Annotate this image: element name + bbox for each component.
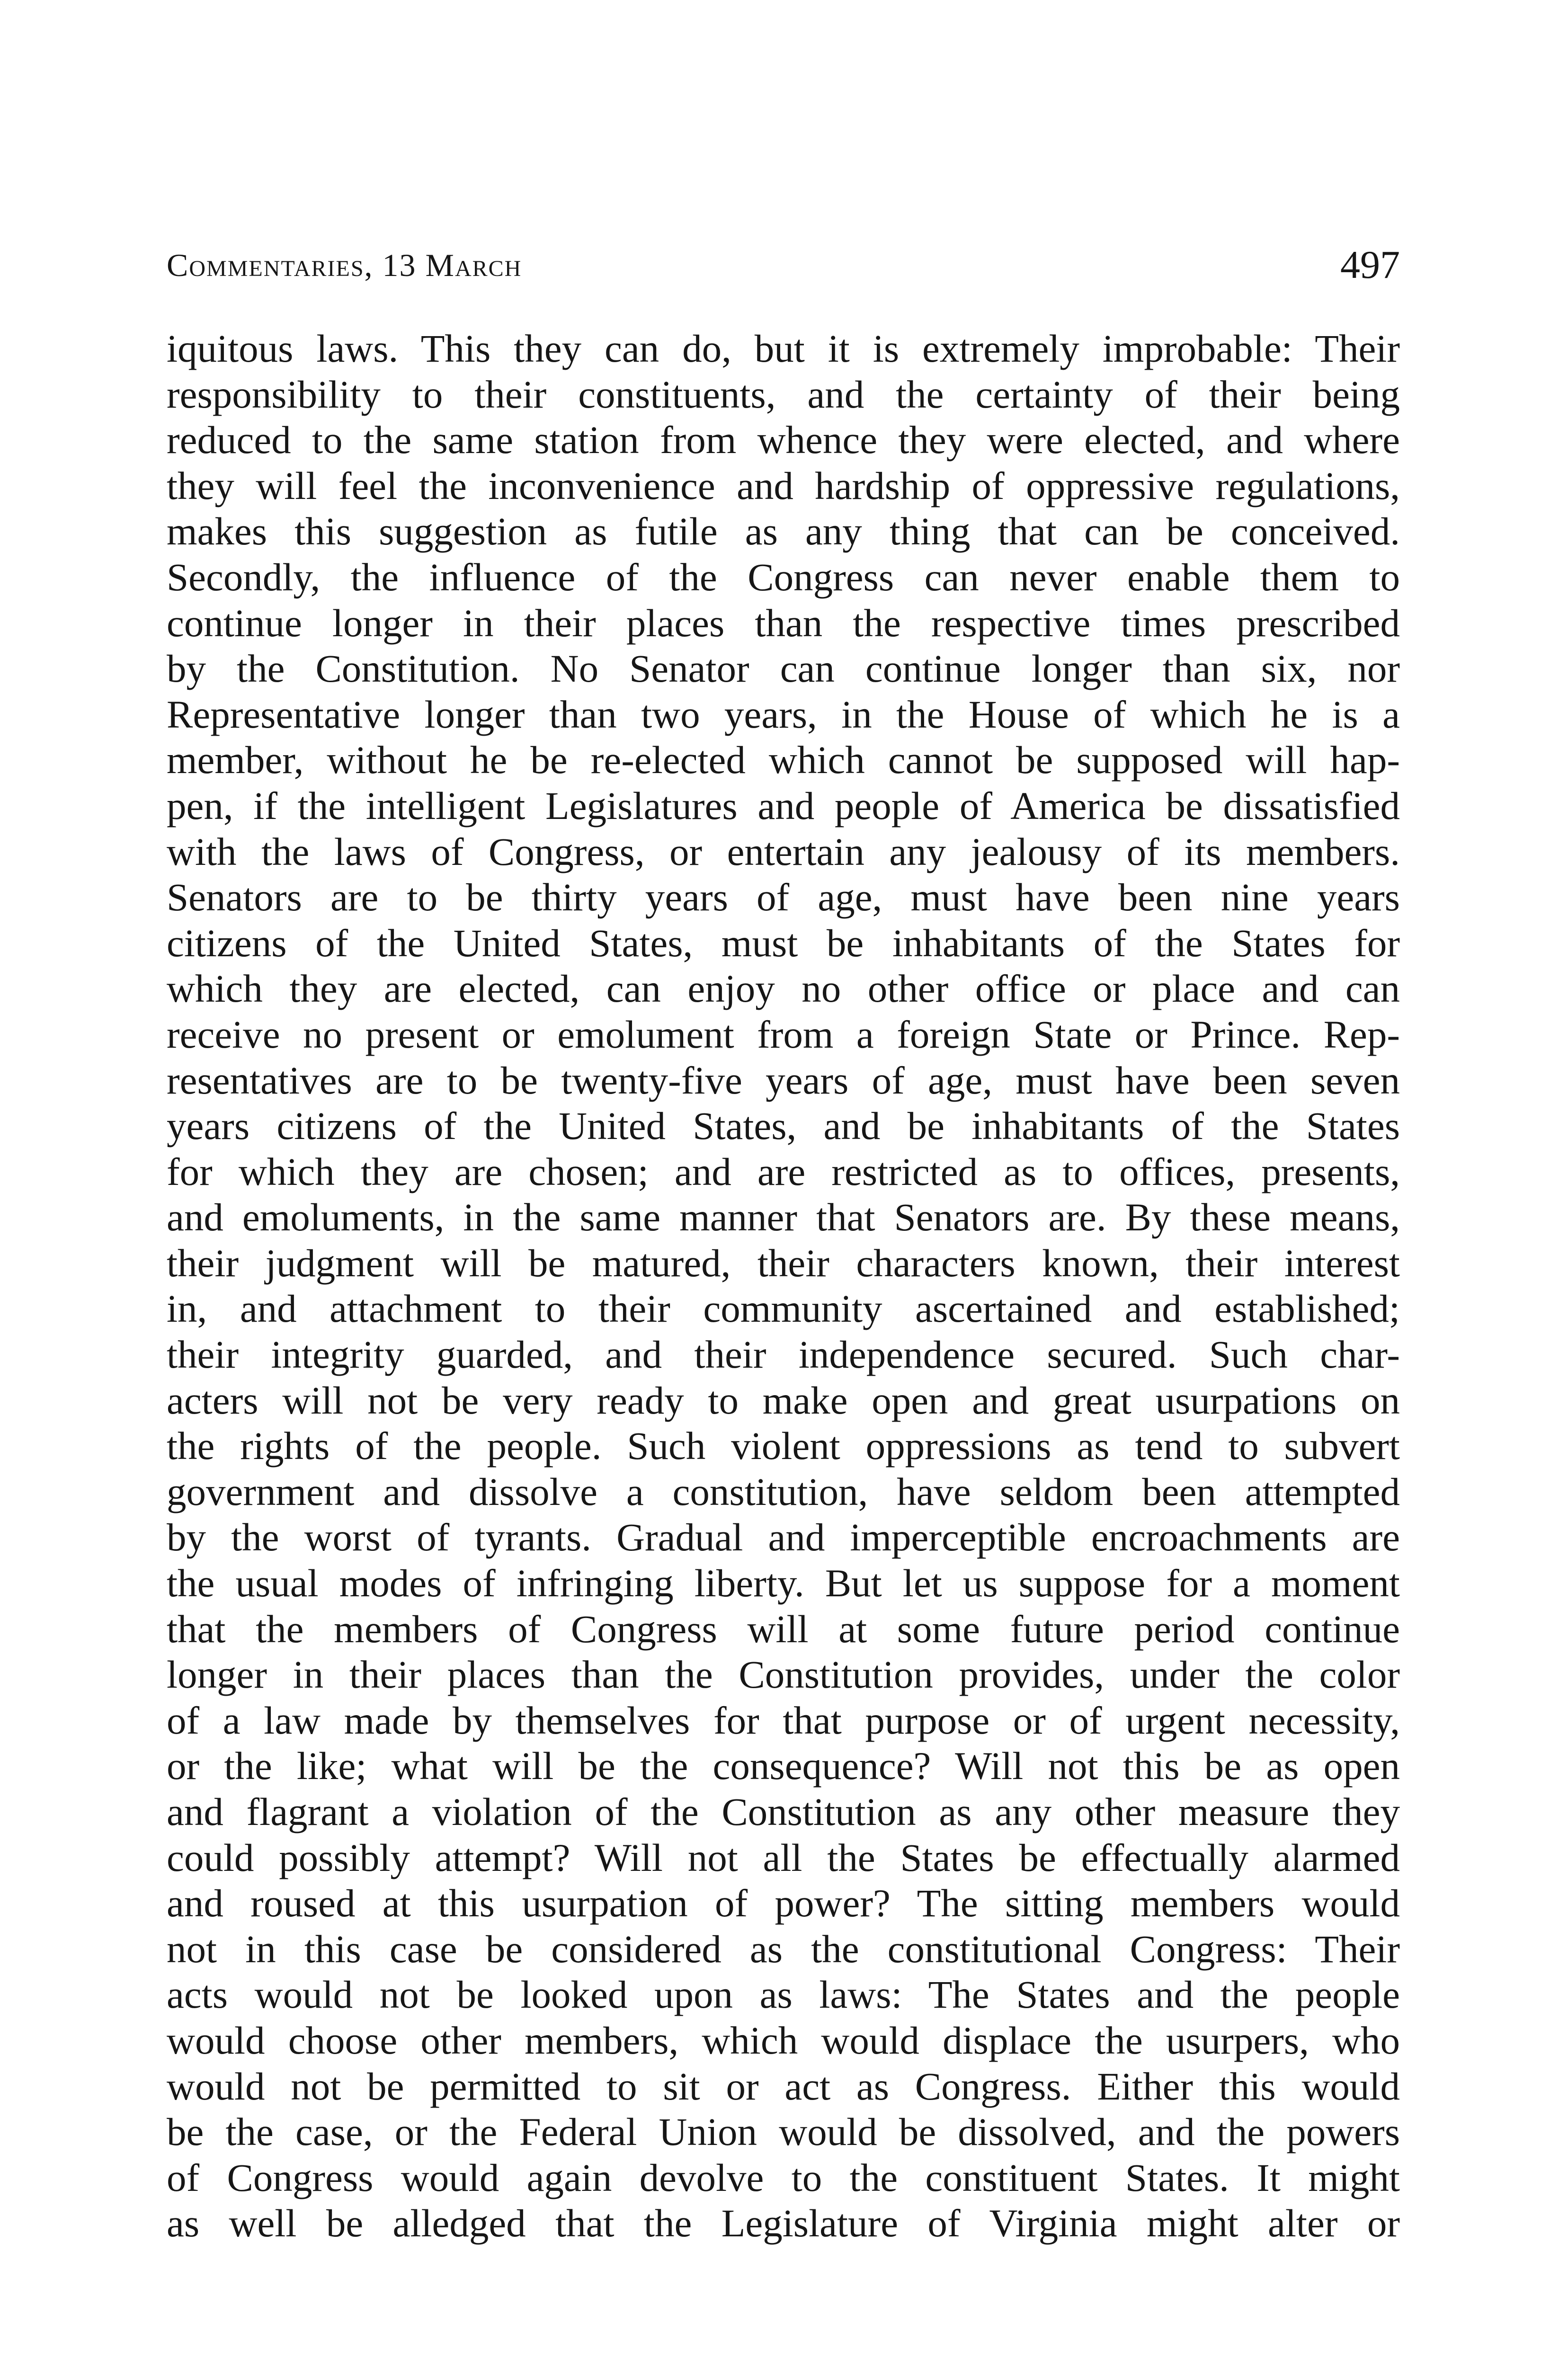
page-number: 497: [1340, 243, 1400, 287]
text-line: their integrity guarded, and their independence secured. Such char-: [167, 1333, 1400, 1377]
text-line: would choose other members, which would displace the usurpers, who: [167, 2018, 1400, 2062]
text-line: that the members of Congress will at some future period continue: [167, 1607, 1400, 1651]
text-line: which they are elected, can enjoy no other office or place and can: [167, 967, 1400, 1011]
text-line: would not be permitted to sit or act as Congress. Either this would: [167, 2064, 1400, 2108]
text-line: and flagrant a violation of the Constitution as any other measure they: [167, 1790, 1400, 1833]
text-line: they will feel the inconvenience and hardship of oppressive regulations,: [167, 463, 1400, 507]
text-line: reduced to the same station from whence they were elected, and where: [167, 418, 1400, 462]
text-line: Secondly, the influence of the Congress can never enable them to: [167, 555, 1400, 599]
text-line: the usual modes of infringing liberty. But let us suppose for a moment: [167, 1561, 1400, 1605]
text-line: resentatives are to be twenty-five years of age, must have been seven: [167, 1058, 1400, 1102]
text-line: continue longer in their places than the respective times prescribed: [167, 601, 1400, 645]
text-line: responsibility to their constituents, and the certainty of their being: [167, 372, 1400, 416]
text-line: of Congress would again devolve to the constituent States. It might: [167, 2155, 1400, 2199]
text-line: receive no present or emolument from a foreign State or Prince. Rep-: [167, 1012, 1400, 1056]
text-line: by the worst of tyrants. Gradual and imperceptible encroachments are: [167, 1515, 1400, 1559]
body-text: [167, 326, 1400, 2246]
text-line: government and dissolve a constitution, have seldom been attempted: [167, 1469, 1400, 1513]
text-line: acters will not be very ready to make open and great usurpations on: [167, 1378, 1400, 1422]
text-line: as well be alledged that the Legislature of Virginia might alter or: [167, 2201, 1400, 2245]
page-header: [167, 239, 1400, 291]
text-line: acts would not be looked upon as laws: The States and the people: [167, 1973, 1400, 2017]
text-line: their judgment will be matured, their characters known, their interest: [167, 1241, 1400, 1285]
text-line: or the like; what will be the consequence? Will not this be as open: [167, 1744, 1400, 1788]
running-head: Commentaries, 13 March: [167, 247, 522, 283]
text-line: iquitous laws. This they can do, but it is extremely improbable: Their: [167, 327, 1400, 370]
text-line: years citizens of the United States, and be inhabitants of the States: [167, 1104, 1400, 1148]
text-line: in, and attachment to their community ascertained and established;: [167, 1287, 1400, 1331]
text-line: could possibly attempt? Will not all the States be effectually alarmed: [167, 1835, 1400, 1879]
text-line: makes this suggestion as futile as any thing that can be conceived.: [167, 509, 1400, 553]
text-line: pen, if the intelligent Legislatures and people of America be dissatisfied: [167, 783, 1400, 828]
text-line: Representative longer than two years, in the House of which he is a: [167, 692, 1400, 736]
text-line: longer in their places than the Constitution provides, under the color: [167, 1653, 1400, 1697]
text-line: of a law made by themselves for that purpose or of urgent necessity,: [167, 1698, 1400, 1742]
text-line: by the Constitution. No Senator can continue longer than six, nor: [167, 647, 1400, 691]
text-line: member, without he be re-elected which cannot be supposed will hap-: [167, 738, 1400, 782]
text-line: Senators are to be thirty years of age, must have been nine years: [167, 875, 1400, 919]
text-line: and roused at this usurpation of power? The sitting members would: [167, 1881, 1400, 1925]
text-line: be the case, or the Federal Union would be dissolved, and the powers: [167, 2110, 1400, 2154]
text-line: the rights of the people. Such violent oppressions as tend to subvert: [167, 1424, 1400, 1468]
text-line: and emoluments, in the same manner that Senators are. By these means,: [167, 1195, 1400, 1239]
text-line: not in this case be considered as the constitutional Congress: Their: [167, 1927, 1400, 1971]
text-line: with the laws of Congress, or entertain any jealousy of its members.: [167, 829, 1400, 873]
text-line: for which they are chosen; and are restricted as to offices, presents,: [167, 1149, 1400, 1193]
text-line: citizens of the United States, must be inhabitants of the States for: [167, 921, 1400, 965]
